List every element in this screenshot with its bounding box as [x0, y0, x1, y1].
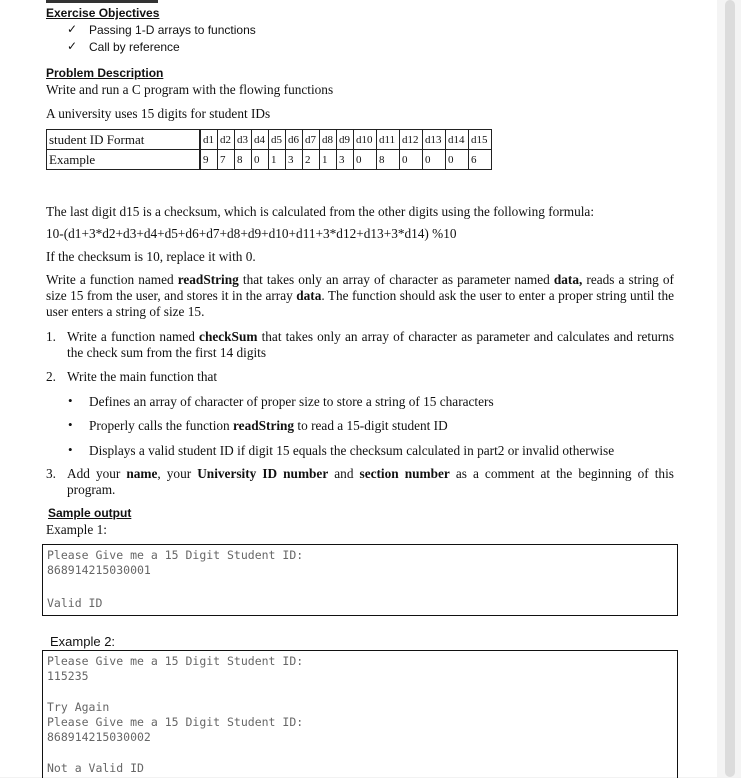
- example-digit: 0: [446, 150, 469, 170]
- digit-label: d10: [354, 130, 377, 150]
- readstring-paragraph: [46, 272, 674, 320]
- university-line: A university uses 15 digits for student IDs: [46, 106, 271, 121]
- bullet-icon: •: [68, 417, 73, 432]
- digit-label: d7: [303, 130, 320, 150]
- example-digit: 1: [320, 150, 337, 170]
- console-line: Please Give me a 15 Digit Student ID:: [47, 654, 304, 668]
- text-run: to read a 15-digit student ID: [294, 418, 448, 433]
- item-number: 2.: [46, 369, 56, 384]
- checksum-description: The last digit d15 is a checksum, which is calculated from the other digits using the following formula:: [46, 204, 595, 219]
- example-digit: 6: [469, 150, 492, 170]
- problem-intro: Write and run a C program with the flowing functions: [46, 82, 334, 97]
- param-name: data,: [553, 272, 583, 287]
- console-line: Please Give me a 15 Digit Student ID:: [47, 548, 304, 562]
- digit-label: d12: [400, 130, 423, 150]
- bullet-icon: •: [68, 442, 73, 457]
- scrollbar-thumb[interactable]: [725, 0, 735, 777]
- item-number: 3.: [46, 466, 56, 481]
- example-digit: 2: [303, 150, 320, 170]
- digit-label: d9: [337, 130, 354, 150]
- checksum-replace-note: If the checksum is 10, replace it with 0.: [46, 249, 256, 264]
- top-divider: [46, 0, 158, 3]
- example-digit: 0: [252, 150, 269, 170]
- row-label: Example: [47, 150, 200, 170]
- console-line: Valid ID: [47, 596, 103, 610]
- example-digit: 9: [201, 150, 218, 170]
- digit-label: d14: [446, 130, 469, 150]
- digit-label: d3: [235, 130, 252, 150]
- objective-item: Call by reference: [89, 40, 180, 54]
- example-digit: 3: [337, 150, 354, 170]
- console-line: Not a Valid ID: [47, 761, 144, 775]
- digit-label: d4: [252, 130, 269, 150]
- objective-item: Passing 1-D arrays to functions: [89, 23, 256, 37]
- checkmark-icon: ✓: [67, 22, 78, 36]
- text-run: Add your: [67, 466, 127, 481]
- row-label: student ID Format: [47, 130, 200, 150]
- example2-output-box: [42, 650, 678, 778]
- text-run: Write a function named: [46, 272, 178, 287]
- text-run: that takes only an array of character as parameter named: [238, 272, 554, 287]
- console-line: 115235: [47, 669, 89, 683]
- digit-label: d1: [201, 130, 218, 150]
- text-run: as a comment at the beginning of this program.: [67, 466, 674, 497]
- item1-text: [67, 329, 674, 361]
- item-number: 1.: [46, 329, 56, 344]
- sample-output-heading: Sample output: [48, 506, 132, 520]
- objectives-heading: Exercise Objectives: [46, 6, 160, 20]
- digit-label: d6: [286, 130, 303, 150]
- example-digit: 8: [235, 150, 252, 170]
- console-line: Try Again: [47, 700, 110, 714]
- example-digit: 3: [286, 150, 303, 170]
- digit-label: d13: [423, 130, 446, 150]
- example1-label: Example 1:: [46, 522, 107, 537]
- text-run: that takes only an array of character as parameter and calculates and returns the check sum from the first 14 digits: [67, 329, 675, 360]
- digit-label: d2: [218, 130, 235, 150]
- digit-label: d8: [320, 130, 337, 150]
- function-name: checkSum: [199, 329, 258, 344]
- array-name: data: [296, 288, 322, 303]
- item2-text: Write the main function that: [67, 369, 218, 384]
- example-digit: 1: [269, 150, 286, 170]
- example-digit: 0: [354, 150, 377, 170]
- text-run: , your: [157, 466, 198, 481]
- bold-term: University ID number: [197, 466, 329, 481]
- digit-label: d15: [469, 130, 492, 150]
- bullet-item: [89, 418, 448, 434]
- example1-output-box: [42, 544, 678, 616]
- table-row: [47, 130, 492, 150]
- function-name: readString: [177, 272, 239, 287]
- bullet-item: Defines an array of character of proper size to store a string of 15 characters: [89, 394, 494, 409]
- id-format-table: [46, 129, 492, 170]
- console-line: 868914215030002: [47, 730, 151, 744]
- digit-label: d5: [269, 130, 286, 150]
- table-row: [47, 150, 492, 170]
- function-name: readString: [233, 418, 295, 433]
- example-digit: 7: [218, 150, 235, 170]
- bold-term: name: [126, 466, 158, 481]
- problem-heading: Problem Description: [46, 66, 164, 80]
- text-run: Properly calls the function: [89, 418, 234, 433]
- console-line: 868914215030001: [47, 563, 151, 577]
- digit-label: d11: [377, 130, 400, 150]
- item3-text: [67, 466, 674, 498]
- bold-term: section number: [359, 466, 450, 481]
- example-digit: 8: [377, 150, 400, 170]
- bullet-item: Displays a valid student ID if digit 15 equals the checksum calculated in part2 or invalid otherwise: [89, 443, 615, 458]
- example2-label: Example 2:: [50, 634, 116, 649]
- checkmark-icon: ✓: [67, 39, 78, 53]
- text-run: and: [328, 466, 360, 481]
- example-digit: 0: [400, 150, 423, 170]
- console-line: Please Give me a 15 Digit Student ID:: [47, 715, 304, 729]
- example-digit: 0: [423, 150, 446, 170]
- text-run: reads a string of size 15 from the user, and stores it in the array: [46, 272, 674, 303]
- checksum-formula: 10-(d1+3*d2+d3+d4+d5+d6+d7+d8+d9+d10+d11+3*d12+d13+3*d14) %10: [46, 226, 457, 241]
- text-run: . The function should ask the user to enter a proper string until the user enters a string of size 15.: [46, 288, 674, 319]
- bullet-icon: •: [68, 393, 73, 408]
- text-run: Write a function named: [67, 329, 200, 344]
